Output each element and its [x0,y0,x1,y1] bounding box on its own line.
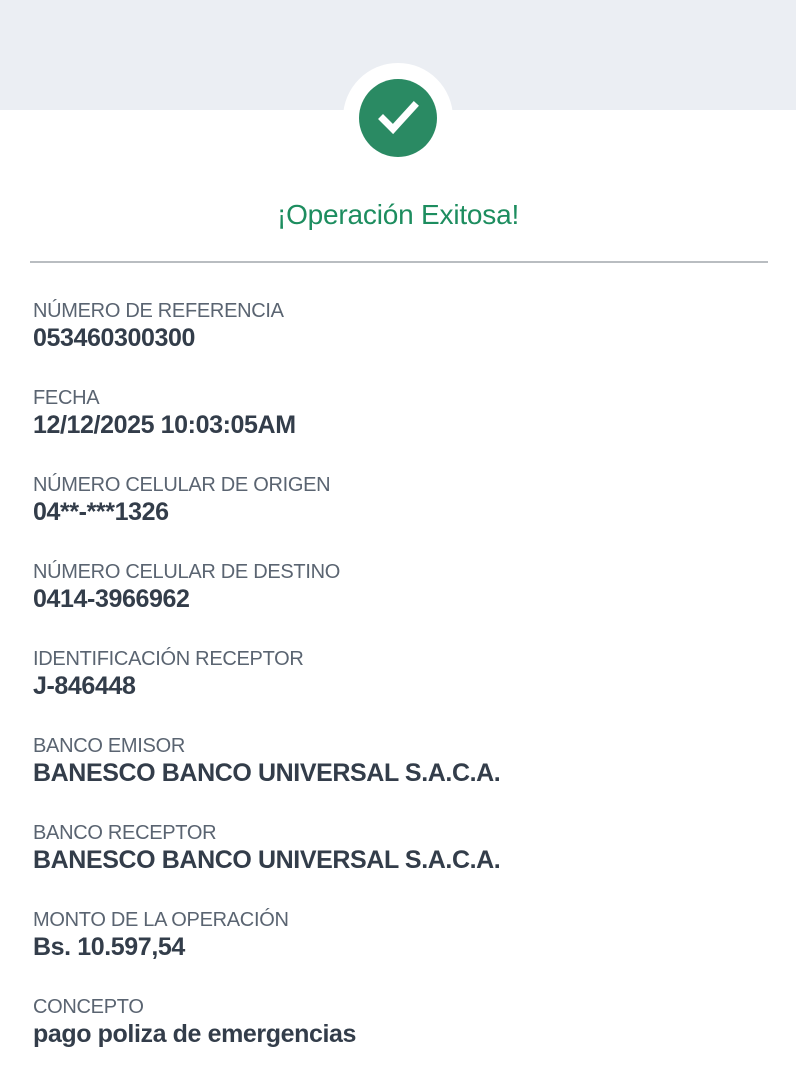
field-value: Bs. 10.597,54 [33,933,185,961]
field-label: IDENTIFICACIÓN RECEPTOR [33,648,304,670]
field-label: NÚMERO CELULAR DE DESTINO [33,561,340,583]
field-label: FECHA [33,387,100,409]
field-label: MONTO DE LA OPERACIÓN [33,909,289,931]
success-badge-circle [359,79,437,157]
field-value: J-846448 [33,672,136,700]
field-origin-phone [33,474,766,527]
field-reference-number [33,300,766,353]
field-label: BANCO RECEPTOR [33,822,217,844]
receipt-fields [0,263,796,1049]
field-label: NÚMERO CELULAR DE ORIGEN [33,474,331,496]
field-label: BANCO EMISOR [33,735,185,757]
field-date [33,387,766,440]
field-value: BANESCO BANCO UNIVERSAL S.A.C.A. [33,759,501,787]
field-value: 0414-3966962 [33,585,190,613]
field-receiver-id [33,648,766,701]
field-concept [33,996,766,1049]
field-issuing-bank [33,735,766,788]
field-value: 04**-***1326 [33,498,169,526]
success-badge [343,63,453,173]
field-operation-amount [33,909,766,962]
field-label: NÚMERO DE REFERENCIA [33,300,284,322]
field-value: 12/12/2025 10:03:05AM [33,411,296,439]
field-value: 053460300300 [33,324,196,352]
field-value: BANESCO BANCO UNIVERSAL S.A.C.A. [33,846,501,874]
field-receiving-bank [33,822,766,875]
check-icon [372,92,424,144]
field-label: CONCEPTO [33,996,144,1018]
field-destination-phone [33,561,766,614]
field-value: pago poliza de emergencias [33,1020,357,1048]
page-title: ¡Operación Exitosa! [276,199,520,230]
